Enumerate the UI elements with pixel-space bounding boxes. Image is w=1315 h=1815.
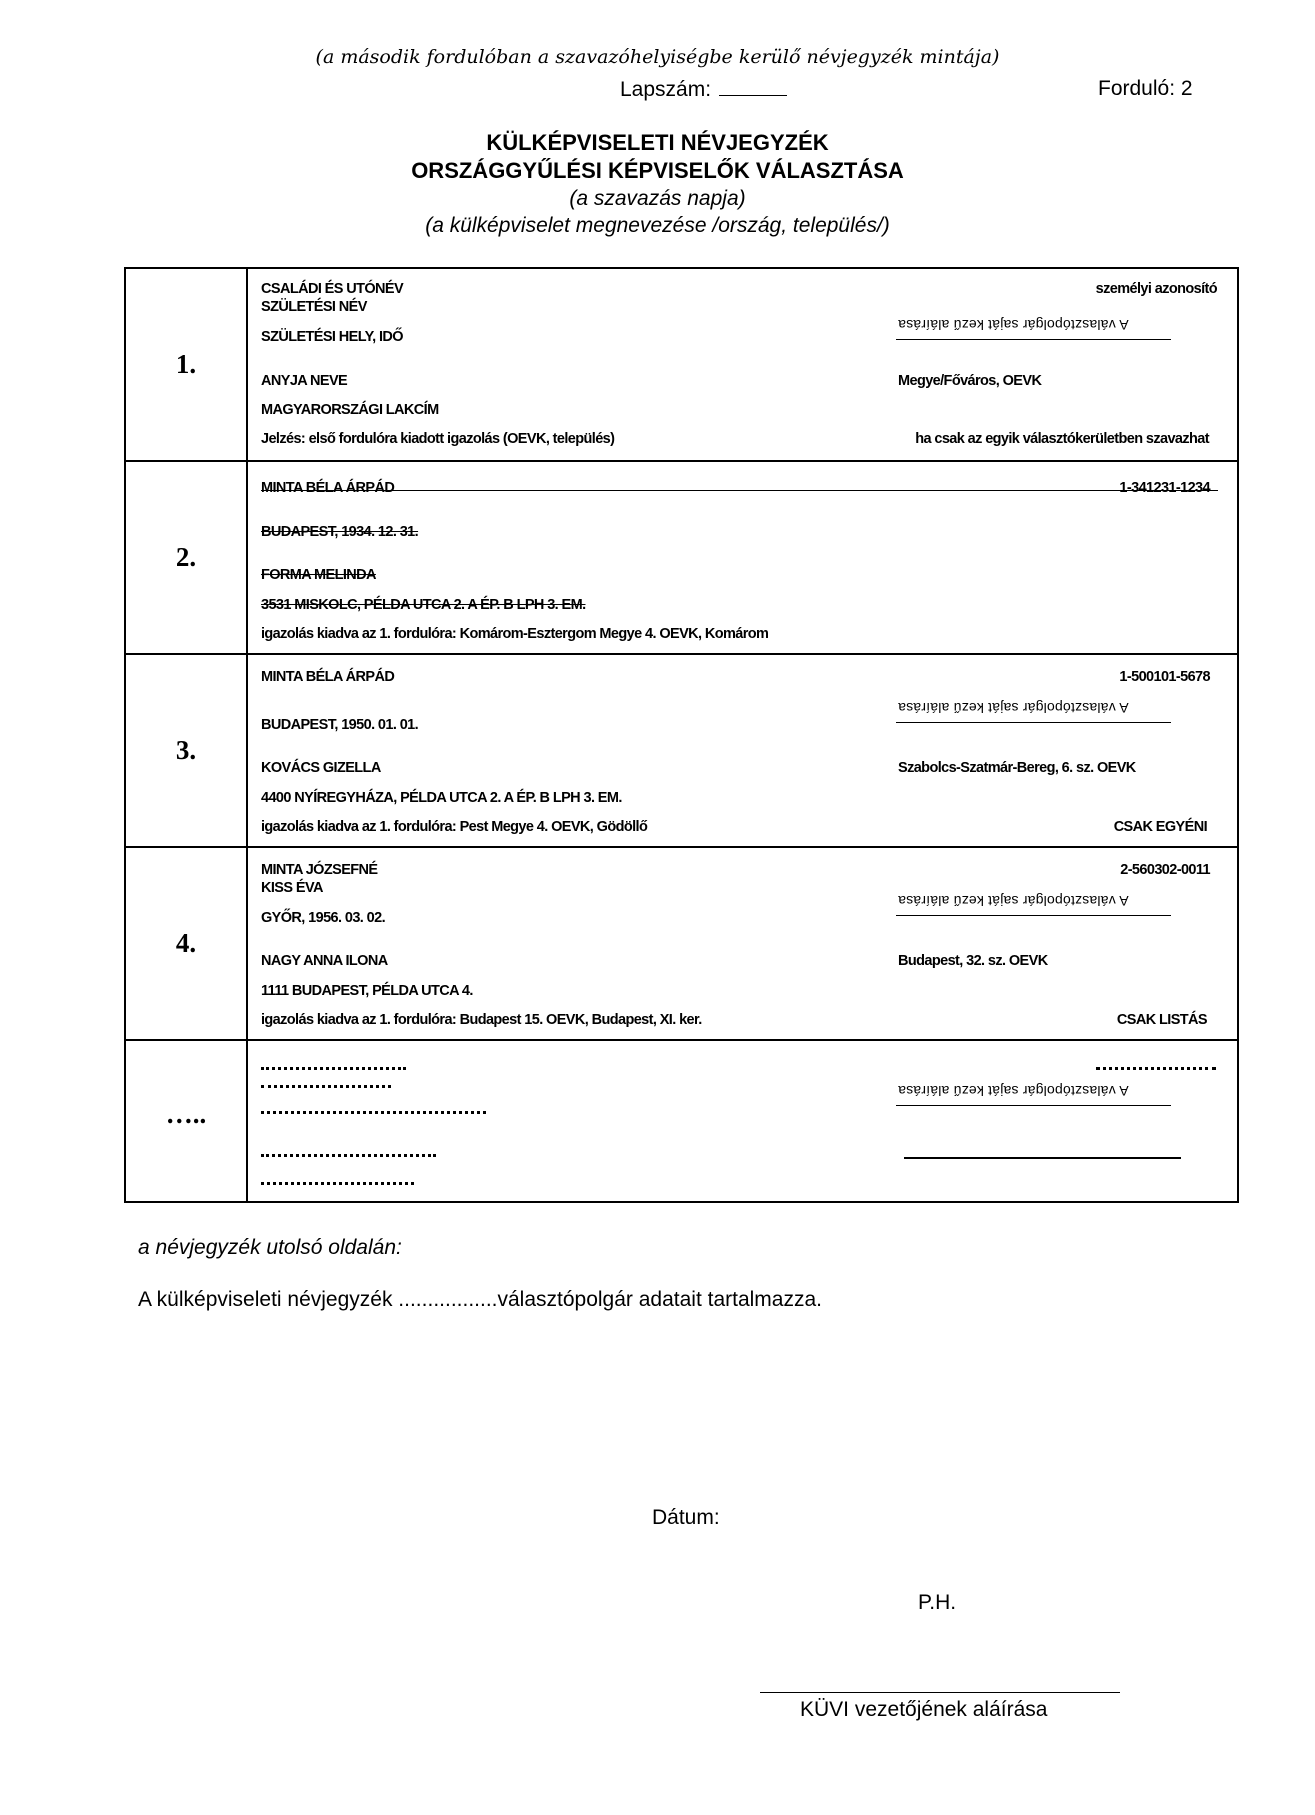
- document-title: KÜLKÉPVISELETI NÉVJEGYZÉK: [486, 130, 829, 155]
- strike-line: [261, 490, 1218, 491]
- mother-name: KOVÁCS GIZELLA: [261, 760, 381, 776]
- blank-birth-name-line: [261, 1085, 391, 1088]
- mother-name: NAGY ANNA ILONA: [261, 953, 388, 969]
- birth-place-date-label: SZÜLETÉSI HELY, IDŐ: [261, 329, 403, 345]
- last-page-note: a névjegyzék utolsó oldalán:: [138, 1236, 402, 1259]
- voting-restriction: CSAK LISTÁS: [1116, 1012, 1207, 1028]
- date-label: Dátum:: [652, 1506, 720, 1529]
- certificate-note: igazolás kiadva az 1. fordulóra: Pest Megye 4. OEVK, Gödöllő: [261, 819, 648, 835]
- row-number: 2.: [175, 542, 197, 572]
- row-number: 4.: [175, 928, 197, 958]
- voter-name: MINTA BÉLA ÁRPÁD: [261, 480, 395, 496]
- row-number-cell: [126, 462, 248, 653]
- row-number: 3.: [175, 735, 197, 765]
- certificate-note: igazolás kiadva az 1. fordulóra: Komárom-Esztergom Megye 4. OEVK, Komárom: [261, 626, 769, 642]
- blank-address-line: [261, 1182, 414, 1185]
- address-label: MAGYARORSZÁGI LAKCÍM: [261, 402, 439, 418]
- summary-statement: A külképviseleti névjegyzék .................választópolgár adatait tartalmazza.: [138, 1288, 822, 1311]
- voter-name: MINTA BÉLA ÁRPÁD: [261, 669, 395, 685]
- signature-line: [896, 722, 1171, 723]
- page-number-blank: [719, 77, 787, 96]
- voter-name: MINTA JÓZSEFNÉ: [261, 862, 378, 878]
- blank-id-line: [1096, 1067, 1216, 1070]
- family-name-label: CSALÁDI ÉS UTÓNÉV: [261, 281, 404, 297]
- mother-name: FORMA MELINDA: [261, 567, 376, 583]
- district: Budapest, 32. sz. OEVK: [898, 953, 1048, 969]
- sample-subtitle: (a második fordulóban a szavazóhelyiségbe kerülő névjegyzék mintája): [315, 46, 1000, 68]
- row-number-cell: [126, 655, 248, 846]
- blank-name-line: [261, 1067, 406, 1070]
- round-label: Forduló: 2: [1098, 77, 1193, 100]
- address: 3531 MISKOLC, PÉLDA UTCA 2. A ÉP. B LPH 3. EM.: [261, 597, 586, 613]
- voter-birth-name: KISS ÉVA: [261, 880, 323, 896]
- election-date-placeholder: (a szavazás napja): [569, 187, 746, 210]
- page-number-field: [620, 77, 787, 102]
- stamp-placeholder: P.H.: [918, 1591, 957, 1614]
- mother-name-label: ANYJA NEVE: [261, 373, 348, 389]
- leader-signature-line: [760, 1692, 1120, 1693]
- table-row: [126, 1041, 1237, 1201]
- personal-id-label: személyi azonosító: [1095, 281, 1217, 297]
- single-district-note: ha csak az egyik választókerületben szavazhat: [915, 431, 1209, 447]
- row-number-cell: [126, 1041, 248, 1201]
- blank-district-line: [904, 1157, 1181, 1159]
- row-number-cell: [126, 848, 248, 1039]
- address: 4400 NYÍREGYHÁZA, PÉLDA UTCA 2. A ÉP. B LPH 3. EM.: [261, 790, 622, 806]
- district-label: Megye/Főváros, OEVK: [898, 373, 1042, 389]
- signature-line: [896, 339, 1171, 340]
- certificate-note: igazolás kiadva az 1. fordulóra: Budapest 15. OEVK, Budapest, XI. ker.: [261, 1012, 702, 1028]
- voting-restriction: CSAK EGYÉNI: [1113, 819, 1207, 835]
- blank-birth-place-line: [261, 1111, 486, 1114]
- signature-mirror-text: A választópolgár saját kezű aláírása: [898, 893, 1129, 909]
- address: 1111 BUDAPEST, PÉLDA UTCA 4.: [261, 983, 473, 999]
- row-number: …..: [165, 1099, 207, 1129]
- signature-mirror-text: A választópolgár saját kezű aláírása: [898, 1083, 1129, 1099]
- row-number-cell: [126, 269, 248, 460]
- district: Szabolcs-Szatmár-Bereg, 6. sz. OEVK: [898, 760, 1136, 776]
- personal-id: 1-500101-5678: [1119, 669, 1210, 685]
- note-label: Jelzés: első fordulóra kiadott igazolás (OEVK, település): [261, 431, 615, 447]
- personal-id: 1-341231-1234: [1119, 480, 1210, 496]
- signature-mirror-text: A választópolgár saját kezű aláírása: [898, 317, 1129, 333]
- page-number-label: Lapszám:: [620, 78, 712, 101]
- table-row: [126, 269, 1237, 462]
- table-row: [126, 655, 1237, 848]
- table-row: [126, 848, 1237, 1041]
- birth-place-date: BUDAPEST, 1934. 12. 31.: [261, 524, 419, 540]
- leader-signature-label: KÜVI vezetőjének aláírása: [800, 1698, 1048, 1721]
- birth-place-date: BUDAPEST, 1950. 01. 01.: [261, 717, 419, 733]
- birth-place-date: GYŐR, 1956. 03. 02.: [261, 910, 386, 926]
- signature-mirror-text: A választópolgár saját kezű aláírása: [898, 700, 1129, 716]
- personal-id: 2-560302-0011: [1120, 862, 1210, 878]
- election-title: ORSZÁGGYŰLÉSI KÉPVISELŐK VÁLASZTÁSA: [411, 158, 904, 183]
- row-number: 1.: [175, 349, 197, 379]
- signature-line: [896, 915, 1171, 916]
- voter-register-table: [124, 267, 1239, 1203]
- blank-mother-name-line: [261, 1154, 436, 1157]
- birth-name-label: SZÜLETÉSI NÉV: [261, 299, 367, 315]
- embassy-placeholder: (a külképviselet megnevezése /ország, település/): [425, 214, 890, 237]
- signature-line: [896, 1105, 1171, 1106]
- table-row: [126, 462, 1237, 655]
